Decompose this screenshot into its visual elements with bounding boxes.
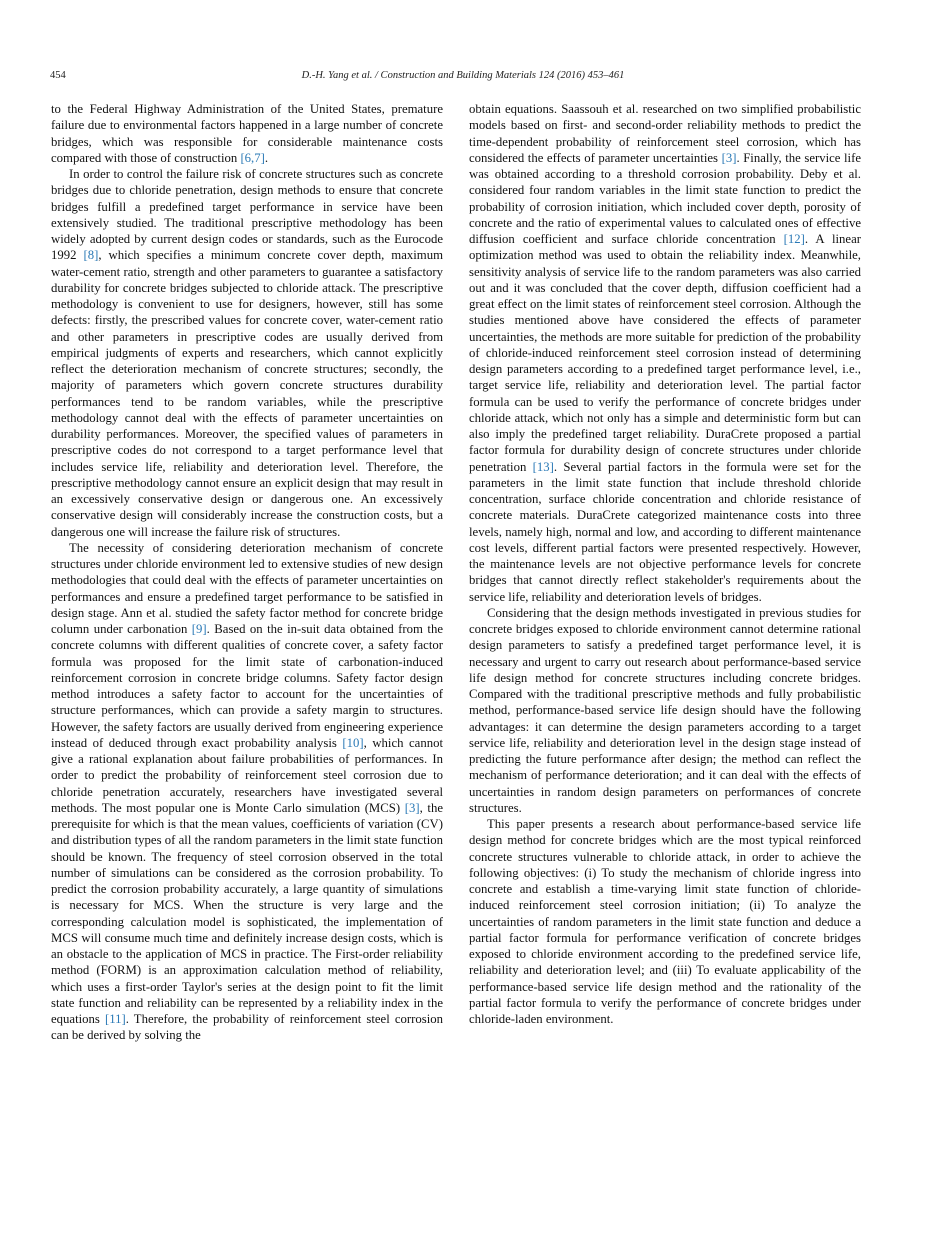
page-number: 454	[50, 70, 66, 81]
citation-link[interactable]: [3]	[721, 150, 737, 165]
running-title: D.-H. Yang et al. / Construction and Building Materials 124 (2016) 453–461	[301, 70, 625, 81]
citation-link[interactable]: [3]	[404, 800, 420, 815]
right-column	[469, 101, 861, 1027]
paragraph: Considering that the design methods investigated in previous studies for concrete bridges exposed to chloride environment cannot determine rational design parameters to satisfy a predefined target performance level, it is necessary and urgent to carry out research about performance-based service life design method for concrete structures including concrete bridges. Compared with the traditional prescriptive methods and fully probabilistic method, performance-based service life design should have the following advantages: it can determine the design parameters according to a target service life, reliability and deterioration level in the design stage instead of predicting the future performance after design; the method can reflect the mechanism of performance deterioration; and it can deal with the effects of uncertainties in random design parameters on performances of concrete structures.	[469, 605, 861, 815]
citation-link[interactable]: [9]	[191, 622, 207, 636]
citation-link[interactable]: [11]	[104, 1012, 126, 1026]
page-header	[50, 70, 876, 86]
citation-link[interactable]: [10]	[342, 735, 364, 750]
citation-link[interactable]: [13]	[532, 459, 554, 474]
paragraph: In order to control the failure risk of concrete structures such as concrete bridges due to chloride penetration, design methods to ensure that concrete bridges fulfill a predefined target performance in service have been extensively studied. The traditional prescriptive methodology has been widely adopted by current design codes or standards, such as the Eurocode 1992 [8], which specifies a minimum concrete cover depth, maximum water-cement ratio, strength and other parameters to guarantee a satisfactory durability for concrete bridges subjected to chloride attack. The prescriptive methodology is convenient to use for designers, however, still has some defects: firstly, the prescribed values for concrete cover, water-cement ratio and other parameters in prescriptive codes are usually derived from empirical judgments of experts and researchers, which cannot explicitly reflect the deterioration mechanism of concrete structures; secondly, the majority of parameters which govern concrete structures durability performances tend to be random variables, while the prescriptive methodology cannot deal with the effects of parameter uncertainties on durability performances. Moreover, the specified values of parameters in prescriptive codes do not correspond to a target performance level that includes service life, reliability and deterioration level. Therefore, the prescriptive methodology cannot ensure an explicit design that may result in an excessively conservative design or dangerous one. An excessively conservative design will considerably increase the construction costs, but a dangerous one will increase the failure risk of structures.	[51, 167, 443, 539]
paragraph: The necessity of considering deterioration mechanism of concrete structures under chloride environment led to extensive studies of new design methodologies that could deal with the effects of parameter uncertainties on performances and ensure a predefined target performance to be satisfied in design stage. Ann et al. studied the safety factor method for concrete bridge column under carbonation [9]. Based on the in-suit data obtained from the concrete columns with different qualities of concrete cover, a safety factor formula was proposed for the limit state of carbonation-induced reinforcement corrosion in concrete bridge columns. Safety factor design method introduces a safety factor to account for the uncertainties of structure performances, which can provide a safety margin to structures. However, the safety factors are usually derived from engineering experience instead of deduced through exact probability analysis [10], which cannot give a rational explanation about failure probabilities of performances. In order to predict the probability of reinforcement steel corrosion due to chloride penetration accurately, researchers have investigated several methods. The most popular one is Monte Carlo simulation (MCS) [3], the prerequisite for which is that the mean values, coefficients of variation (CV) and distribution types of all the random parameters in the limit state function should be known. The frequency of steel corrosion observed in the total number of simulations can be considered as the corrosion probability. To predict the corrosion probability accurately, a large quantity of simulations is necessary for MCS. When the structure is very large and the corresponding calculation model is sophisticated, the implementation of MCS will consume much time and definitely increase design costs, which is an obstacle to the application of MCS in practice. The First-order reliability method (FORM) is an approximation calculation method of reliability, which uses a first-order Taylor's series at the design point to fit the limit state function and reliability can be represented by a reliability index in the equations [11]. Therefore, the probability of reinforcement steel corrosion can be derived by solving the	[51, 540, 443, 1043]
paragraph: This paper presents a research about performance-based service life design method for concrete bridges which are the most typical reinforced concrete structures vulnerable to chloride attack, in order to achieve the following objectives: (i) To study the mechanism of chloride ingress into concrete and establish a time-varying limit state function of chloride-induced reinforcement steel corrosion initiation; (ii) To analyze the uncertainties of random parameters in the limit state function and deduce a partial factor formula for performance verification of concrete bridges exposed to chloride environment according to the predefined service life, reliability and deterioration level; and (iii) To evaluate applicability of the performance-based service life design method and the rationality of the partial factor formula to verify the performance of concrete bridges under chloride-laden environment.	[469, 817, 861, 1026]
paragraph: obtain equations. Saassouh et al. researched on two simplified probabilistic models based on first- and second-order reliability methods to predict the time-dependent probability of reinforcement steel corrosion, which has considered the effects of parameter uncertainties [3]. Finally, the service life was obtained according to a threshold corrosion probability. Deby et al. considered four random variables in the limit state function to predict the probability of corrosion initiation, which included cover depth, porosity of concrete and the ratio of experimental values to calculated ones of effective diffusion coefficient and surface chloride concentration [12]. A linear optimization method was used to obtain the reliability index. Meanwhile, sensitivity analysis of service life to the random parameters was also carried out and it was concluded that the cover depth, diffusion coefficient had a great effect on the limit states of reinforcement steel corrosion. Although the studies mentioned above have considered the effects of parameter uncertainties, the methods are more suitable for prediction of the probability of chloride-induced reinforcement steel corrosion instead of determining design parameters according to a predefined target performance level, i.e., target service life, reliability and deterioration level. The partial factor formula can be used to verify the performance of concrete bridges under chloride attack, which not only has a simple and deterministic form but can also imply the predefined target reliability. DuraCrete proposed a partial factor formula for durability design of concrete structures under chloride penetration [13]. Several partial factors in the formula were set for the parameters in the limit state function that include threshold chloride concentration, surface chloride concentration and chloride resistance of concrete materials. DuraCrete categorized maintenance costs into three levels, namely high, normal and low, and according to different maintenance cost levels, different partial factors were presented respectively. However, the maintenance levels are not objective performance levels for concrete bridges that cannot directly reflect stakeholder's requirements about the service life, reliability and deterioration levels of bridges.	[469, 102, 861, 604]
citation-link[interactable]: [8]	[83, 248, 99, 263]
left-column	[51, 101, 443, 1044]
citation-link[interactable]: [12]	[783, 232, 805, 246]
citation-link[interactable]: [6,7]	[240, 150, 265, 165]
paragraph: to the Federal Highway Administration of the United States, premature failure due to environmental factors happened in a large number of concrete bridges, which was responsible for considerable maintenance costs compared with those of construction [6,7].	[51, 102, 443, 165]
